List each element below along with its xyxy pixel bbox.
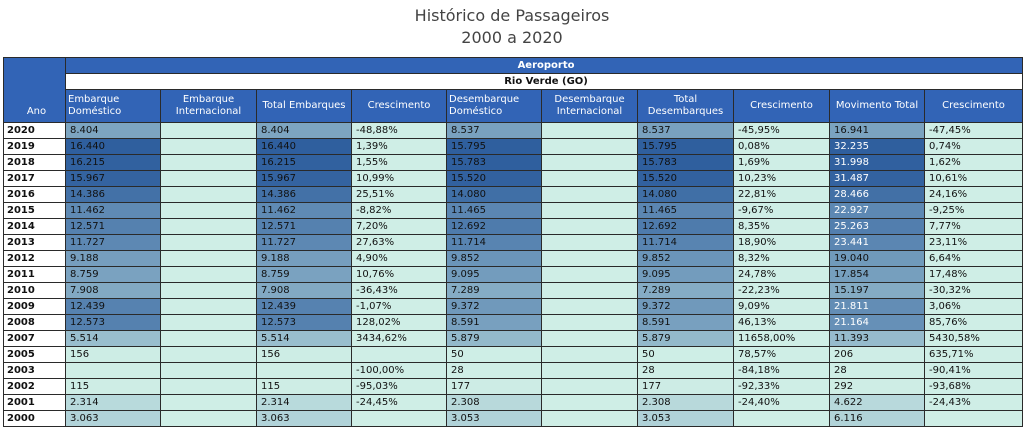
table-cell: [542, 235, 638, 251]
table-cell: 16.215: [257, 155, 352, 171]
table-cell: 16.440: [257, 139, 352, 155]
table-cell: 17,48%: [925, 267, 1023, 283]
table-cell: -95,03%: [352, 379, 447, 395]
table-cell: -9,67%: [734, 203, 830, 219]
table-cell: [925, 411, 1023, 427]
table-row: [4, 155, 1023, 171]
table-row: [4, 123, 1023, 139]
table-cell: 12.692: [447, 219, 542, 235]
table-cell: 12.571: [257, 219, 352, 235]
table-cell: 46,13%: [734, 315, 830, 331]
table-cell: 9.372: [638, 299, 734, 315]
table-cell: -8,82%: [352, 203, 447, 219]
table-cell: 10,99%: [352, 171, 447, 187]
table-cell: [257, 363, 352, 379]
table-cell: 24,16%: [925, 187, 1023, 203]
table-cell: -24,43%: [925, 395, 1023, 411]
table-cell: 9.095: [447, 267, 542, 283]
table-cell: 9.852: [447, 251, 542, 267]
table-cell: 0,74%: [925, 139, 1023, 155]
table-row: [4, 315, 1023, 331]
table-cell: -45,95%: [734, 123, 830, 139]
table-cell: 16.215: [66, 155, 161, 171]
table-cell: -90,41%: [925, 363, 1023, 379]
table-cell: [161, 363, 257, 379]
table-cell: 17.854: [830, 267, 925, 283]
table-cell: 18,90%: [734, 235, 830, 251]
table-cell: 16.941: [830, 123, 925, 139]
column-header: Desembarque Internacional: [542, 90, 638, 123]
table-cell: [161, 251, 257, 267]
table-cell: 1,69%: [734, 155, 830, 171]
table-cell: [161, 219, 257, 235]
table-cell: 115: [66, 379, 161, 395]
table-cell: 15.795: [638, 139, 734, 155]
table-cell: [161, 139, 257, 155]
table-cell: 9,09%: [734, 299, 830, 315]
table-cell: 6,64%: [925, 251, 1023, 267]
table-cell: [352, 411, 447, 427]
table-cell: 25,51%: [352, 187, 447, 203]
table-cell: -100,00%: [352, 363, 447, 379]
group-header-aeroporto: Aeroporto: [66, 58, 1023, 74]
table-cell: [161, 331, 257, 347]
table-cell: 28: [447, 363, 542, 379]
table-cell: [161, 379, 257, 395]
column-header: Embarque Doméstico: [66, 90, 161, 123]
table-cell: [161, 267, 257, 283]
year-cell: 2001: [4, 395, 66, 411]
table-cell: 292: [830, 379, 925, 395]
table-cell: 8.591: [447, 315, 542, 331]
column-header: Crescimento: [925, 90, 1023, 123]
year-cell: 2002: [4, 379, 66, 395]
table-cell: 12.571: [66, 219, 161, 235]
table-cell: 16.440: [66, 139, 161, 155]
table-cell: [542, 283, 638, 299]
table-cell: 31.998: [830, 155, 925, 171]
table-cell: [542, 123, 638, 139]
table-cell: -84,18%: [734, 363, 830, 379]
table-cell: 9.372: [447, 299, 542, 315]
table-cell: -9,25%: [925, 203, 1023, 219]
table-cell: [542, 347, 638, 363]
table-cell: 12.692: [638, 219, 734, 235]
table-cell: [542, 187, 638, 203]
table-cell: 11.714: [638, 235, 734, 251]
table-cell: 10,23%: [734, 171, 830, 187]
table-cell: 206: [830, 347, 925, 363]
table-row: [4, 363, 1023, 379]
table-cell: 11.465: [447, 203, 542, 219]
table-cell: 12.439: [257, 299, 352, 315]
table-cell: -47,45%: [925, 123, 1023, 139]
table-cell: 23,11%: [925, 235, 1023, 251]
table-cell: 12.573: [257, 315, 352, 331]
table-cell: 8,32%: [734, 251, 830, 267]
table-cell: 8.404: [66, 123, 161, 139]
table-cell: [352, 347, 447, 363]
year-cell: 2009: [4, 299, 66, 315]
table-cell: 7,77%: [925, 219, 1023, 235]
table-cell: 15.520: [447, 171, 542, 187]
table-cell: 10,76%: [352, 267, 447, 283]
table-cell: [542, 171, 638, 187]
table-cell: 10,61%: [925, 171, 1023, 187]
column-header: Embarque Internacional: [161, 90, 257, 123]
table-cell: 15.795: [447, 139, 542, 155]
table-row: [4, 411, 1023, 427]
table-cell: [161, 171, 257, 187]
year-cell: 2016: [4, 187, 66, 203]
table-row: [4, 347, 1023, 363]
year-cell: 2013: [4, 235, 66, 251]
table-cell: 8.759: [257, 267, 352, 283]
table-cell: 128,02%: [352, 315, 447, 331]
table-cell: 32.235: [830, 139, 925, 155]
table-cell: [161, 299, 257, 315]
table-cell: 11658,00%: [734, 331, 830, 347]
year-cell: 2012: [4, 251, 66, 267]
table-cell: 9.095: [638, 267, 734, 283]
table-cell: 11.462: [257, 203, 352, 219]
table-cell: 11.714: [447, 235, 542, 251]
table-cell: -24,45%: [352, 395, 447, 411]
column-header-ano: Ano: [4, 58, 66, 123]
table-cell: 8.759: [66, 267, 161, 283]
table-cell: 8,35%: [734, 219, 830, 235]
table-cell: 8.537: [638, 123, 734, 139]
table-cell: [542, 411, 638, 427]
table-cell: 156: [257, 347, 352, 363]
table-cell: 4,90%: [352, 251, 447, 267]
table-cell: 7.289: [638, 283, 734, 299]
table-row: [4, 187, 1023, 203]
table-cell: 11.727: [257, 235, 352, 251]
table-cell: [161, 395, 257, 411]
table-cell: 12.573: [66, 315, 161, 331]
year-cell: 2019: [4, 139, 66, 155]
table-row: [4, 139, 1023, 155]
table-cell: 15.967: [257, 171, 352, 187]
table-cell: 28: [638, 363, 734, 379]
year-cell: 2008: [4, 315, 66, 331]
table-cell: 14.386: [66, 187, 161, 203]
table-cell: 5.879: [447, 331, 542, 347]
table-cell: 0,08%: [734, 139, 830, 155]
table-cell: [161, 187, 257, 203]
table-cell: 2.308: [447, 395, 542, 411]
table-cell: 7,20%: [352, 219, 447, 235]
table-cell: 8.591: [638, 315, 734, 331]
table-cell: [542, 219, 638, 235]
table-cell: [161, 347, 257, 363]
table-cell: 1,62%: [925, 155, 1023, 171]
passenger-history-table: [3, 57, 1023, 427]
table-cell: 4.622: [830, 395, 925, 411]
table-row: [4, 379, 1023, 395]
table-cell: 177: [638, 379, 734, 395]
table-cell: 2.314: [66, 395, 161, 411]
table-cell: 3.053: [447, 411, 542, 427]
table-cell: -1,07%: [352, 299, 447, 315]
table-row: [4, 267, 1023, 283]
year-cell: 2018: [4, 155, 66, 171]
table-cell: 1,39%: [352, 139, 447, 155]
table-cell: 31.487: [830, 171, 925, 187]
table-cell: 14.080: [447, 187, 542, 203]
table-cell: 177: [447, 379, 542, 395]
year-cell: 2005: [4, 347, 66, 363]
page-subtitle: 2000 a 2020: [461, 28, 563, 47]
table-cell: 9.188: [257, 251, 352, 267]
table-cell: [161, 123, 257, 139]
table-cell: 25.263: [830, 219, 925, 235]
year-cell: 2000: [4, 411, 66, 427]
table-cell: -24,40%: [734, 395, 830, 411]
table-cell: [161, 155, 257, 171]
table-row: [4, 219, 1023, 235]
table-cell: 28: [830, 363, 925, 379]
column-header: Crescimento: [352, 90, 447, 123]
column-header: Total Desembarques: [638, 90, 734, 123]
table-cell: 15.197: [830, 283, 925, 299]
table-cell: 19.040: [830, 251, 925, 267]
table-cell: 27,63%: [352, 235, 447, 251]
table-cell: 11.727: [66, 235, 161, 251]
table-cell: 7.289: [447, 283, 542, 299]
table-cell: -36,43%: [352, 283, 447, 299]
table-cell: -22,23%: [734, 283, 830, 299]
page-title: Histórico de Passageiros: [414, 6, 610, 25]
table-cell: [161, 203, 257, 219]
table-cell: 15.520: [638, 171, 734, 187]
table-cell: 15.783: [447, 155, 542, 171]
table-cell: 3,06%: [925, 299, 1023, 315]
table-cell: -30,32%: [925, 283, 1023, 299]
table-cell: 15.783: [638, 155, 734, 171]
table-cell: 7.908: [257, 283, 352, 299]
table-cell: 14.386: [257, 187, 352, 203]
table-cell: 21.164: [830, 315, 925, 331]
table-cell: [542, 251, 638, 267]
table-cell: 3.053: [638, 411, 734, 427]
table-cell: [161, 235, 257, 251]
table-cell: -93,68%: [925, 379, 1023, 395]
table-row: [4, 203, 1023, 219]
table-cell: 8.404: [257, 123, 352, 139]
table-cell: [542, 363, 638, 379]
table-cell: 635,71%: [925, 347, 1023, 363]
table-cell: [542, 155, 638, 171]
table-cell: [734, 411, 830, 427]
table-cell: 7.908: [66, 283, 161, 299]
table-cell: 85,76%: [925, 315, 1023, 331]
table-cell: 115: [257, 379, 352, 395]
table-cell: 23.441: [830, 235, 925, 251]
table-row: [4, 251, 1023, 267]
table-cell: 8.537: [447, 123, 542, 139]
year-cell: 2015: [4, 203, 66, 219]
table-cell: [161, 315, 257, 331]
table-cell: 11.462: [66, 203, 161, 219]
table-row: [4, 395, 1023, 411]
year-cell: 2011: [4, 267, 66, 283]
table-cell: 50: [638, 347, 734, 363]
column-header: Movimento Total: [830, 90, 925, 123]
table-cell: 12.439: [66, 299, 161, 315]
table-cell: -92,33%: [734, 379, 830, 395]
table-cell: 11.393: [830, 331, 925, 347]
table-cell: 50: [447, 347, 542, 363]
year-cell: 2020: [4, 123, 66, 139]
table-cell: [542, 315, 638, 331]
table-row: [4, 283, 1023, 299]
table-cell: 22,81%: [734, 187, 830, 203]
table-cell: -48,88%: [352, 123, 447, 139]
table-row: [4, 331, 1023, 347]
table-cell: 14.080: [638, 187, 734, 203]
table-cell: [66, 363, 161, 379]
table-cell: [161, 283, 257, 299]
table-cell: [542, 395, 638, 411]
table-cell: [542, 267, 638, 283]
table-cell: 2.314: [257, 395, 352, 411]
table-cell: [542, 139, 638, 155]
table-cell: [542, 379, 638, 395]
table-cell: 5430,58%: [925, 331, 1023, 347]
table-row: [4, 299, 1023, 315]
table-cell: 5.879: [638, 331, 734, 347]
table-cell: [542, 299, 638, 315]
table-row: [4, 171, 1023, 187]
table-cell: 21.811: [830, 299, 925, 315]
table-cell: 3.063: [257, 411, 352, 427]
table-row: [4, 235, 1023, 251]
year-cell: 2003: [4, 363, 66, 379]
table-cell: 11.465: [638, 203, 734, 219]
column-header: Total Embarques: [257, 90, 352, 123]
table-cell: 28.466: [830, 187, 925, 203]
year-cell: 2007: [4, 331, 66, 347]
table-cell: 1,55%: [352, 155, 447, 171]
table-cell: 5.514: [257, 331, 352, 347]
table-cell: 6.116: [830, 411, 925, 427]
table-cell: 9.852: [638, 251, 734, 267]
column-header: Desembarque Doméstico: [447, 90, 542, 123]
table-cell: 15.967: [66, 171, 161, 187]
table-cell: 5.514: [66, 331, 161, 347]
airport-name-header: Rio Verde (GO): [66, 74, 1023, 90]
column-header: Crescimento: [734, 90, 830, 123]
table-cell: [542, 331, 638, 347]
table-cell: 156: [66, 347, 161, 363]
table-cell: 9.188: [66, 251, 161, 267]
table-cell: 22.927: [830, 203, 925, 219]
table-cell: [542, 203, 638, 219]
year-cell: 2010: [4, 283, 66, 299]
year-cell: 2014: [4, 219, 66, 235]
year-cell: 2017: [4, 171, 66, 187]
table-cell: 78,57%: [734, 347, 830, 363]
table-cell: [161, 411, 257, 427]
table-cell: 24,78%: [734, 267, 830, 283]
table-cell: 3434,62%: [352, 331, 447, 347]
table-cell: 2.308: [638, 395, 734, 411]
table-cell: 3.063: [66, 411, 161, 427]
